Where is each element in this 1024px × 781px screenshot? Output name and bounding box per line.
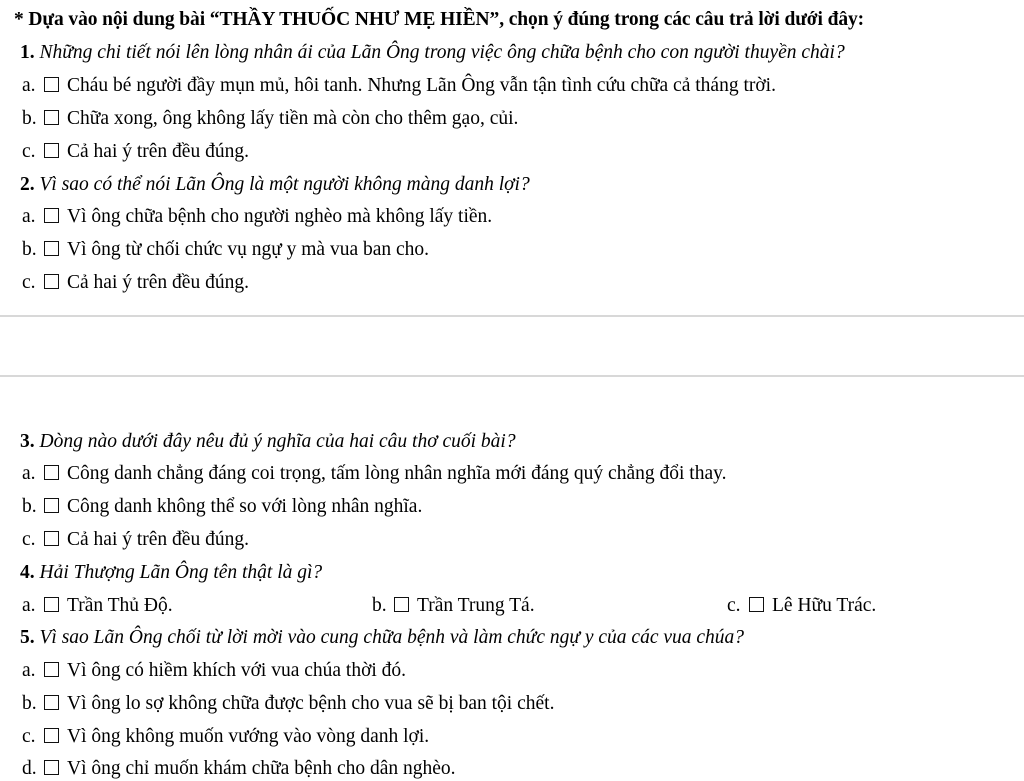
checkbox-icon[interactable] <box>44 531 59 546</box>
option-letter: c. <box>22 271 36 293</box>
question-5-option-b[interactable] <box>0 692 1024 716</box>
question-1-number: 1. <box>20 42 35 64</box>
question-3-option-c[interactable] <box>0 528 1024 552</box>
option-text: Công danh không thể so với lòng nhân nghĩa. <box>67 496 423 518</box>
option-text: Cháu bé người đầy mụn mủ, hôi tanh. Nhưng Lãn Ông vẫn tận tình cứu chữa cả tháng trời. <box>67 75 776 97</box>
question-5-option-a[interactable] <box>0 659 1024 683</box>
question-1-text: Những chi tiết nói lên lòng nhân ái của Lãn Ông trong việc ông chữa bệnh cho con người thuyền chài? <box>39 42 845 64</box>
question-1-option-b[interactable] <box>0 107 1024 131</box>
checkbox-icon[interactable] <box>749 597 764 612</box>
question-5-text: Vì sao Lãn Ông chối từ lời mời vào cung chữa bệnh và làm chức ngự y của các vua chúa? <box>39 627 745 649</box>
checkbox-icon[interactable] <box>44 728 59 743</box>
question-1-option-c[interactable] <box>0 140 1024 164</box>
option-letter: b. <box>22 107 37 129</box>
instruction-line: * Dựa vào nội dung bài “THẦY THUỐC NHƯ MẸ HIỀN”, chọn ý đúng trong các câu trả lời dưới đây: <box>14 9 865 30</box>
option-letter: b. <box>22 496 37 518</box>
checkbox-icon[interactable] <box>44 241 59 256</box>
option-letter: a. <box>22 594 36 616</box>
checkbox-icon[interactable] <box>44 274 59 289</box>
checkbox-icon[interactable] <box>44 695 59 710</box>
option-text: Vì ông có hiềm khích với vua chúa thời đó. <box>67 660 407 682</box>
question-2-option-b[interactable] <box>0 238 1024 262</box>
option-letter: a. <box>22 206 36 228</box>
question-3-number: 3. <box>20 430 35 452</box>
question-4-option-a[interactable] <box>22 594 372 618</box>
checkbox-icon[interactable] <box>44 597 59 612</box>
option-text: Lê Hữu Trác. <box>772 594 877 616</box>
option-text: Vì ông chữa bệnh cho người nghèo mà không lấy tiền. <box>67 206 493 228</box>
question-4 <box>0 561 1024 585</box>
checkbox-icon[interactable] <box>44 208 59 223</box>
option-text: Vì ông từ chối chức vụ ngự y mà vua ban cho. <box>67 239 430 261</box>
option-letter: d. <box>22 758 37 780</box>
question-1 <box>0 41 1024 65</box>
option-letter: c. <box>22 528 36 550</box>
checkbox-icon[interactable] <box>44 498 59 513</box>
question-2 <box>0 173 1024 197</box>
question-2-text: Vì sao có thể nói Lãn Ông là một người không màng danh lợi? <box>39 173 530 195</box>
checkbox-icon[interactable] <box>44 760 59 775</box>
page-break-spacer <box>0 377 1024 421</box>
checkbox-icon[interactable] <box>394 597 409 612</box>
question-3-option-b[interactable] <box>0 495 1024 519</box>
question-3-text: Dòng nào dưới đây nêu đủ ý nghĩa của hai câu thơ cuối bài? <box>39 430 516 452</box>
option-letter: c. <box>22 140 36 162</box>
option-text: Vì ông lo sợ không chữa được bệnh cho vua sẽ bị ban tội chết. <box>67 692 555 714</box>
option-text: Trần Trung Tá. <box>417 594 535 616</box>
option-text: Vì ông không muốn vướng vào vòng danh lợi. <box>67 725 430 747</box>
option-letter: a. <box>22 660 36 682</box>
option-letter: b. <box>22 239 37 261</box>
checkbox-icon[interactable] <box>44 143 59 158</box>
question-4-text: Hải Thượng Lãn Ông tên thật là gì? <box>39 561 323 583</box>
checkbox-icon[interactable] <box>44 662 59 677</box>
option-text: Cả hai ý trên đều đúng. <box>67 528 249 550</box>
checkbox-icon[interactable] <box>44 465 59 480</box>
checkbox-icon[interactable] <box>44 77 59 92</box>
question-4-option-c[interactable] <box>727 594 876 618</box>
option-letter: c. <box>22 725 36 747</box>
option-letter: b. <box>22 692 37 714</box>
question-2-option-c[interactable] <box>0 271 1024 295</box>
page-break-divider <box>0 315 1024 377</box>
option-text: Vì ông chỉ muốn khám chữa bệnh cho dân nghèo. <box>67 758 456 780</box>
question-1-option-a[interactable] <box>0 74 1024 98</box>
question-4-number: 4. <box>20 561 35 583</box>
option-letter: a. <box>22 463 36 485</box>
question-5-option-d[interactable] <box>0 757 1024 781</box>
question-4-option-b[interactable] <box>372 594 727 618</box>
checkbox-icon[interactable] <box>44 110 59 125</box>
option-letter: b. <box>372 594 387 616</box>
question-3-option-a[interactable] <box>0 462 1024 486</box>
question-2-number: 2. <box>20 173 35 195</box>
question-4-options <box>0 594 1024 618</box>
option-text: Trần Thủ Độ. <box>67 594 173 616</box>
option-text: Cả hai ý trên đều đúng. <box>67 140 249 162</box>
option-text: Công danh chẳng đáng coi trọng, tấm lòng nhân nghĩa mới đáng quý chẳng đổi thay. <box>67 463 727 485</box>
question-5-option-c[interactable] <box>0 725 1024 749</box>
question-3 <box>0 430 1024 454</box>
option-letter: a. <box>22 75 36 97</box>
option-text: Chữa xong, ông không lấy tiền mà còn cho thêm gạo, củi. <box>67 107 519 129</box>
question-5 <box>0 626 1024 650</box>
option-letter: c. <box>727 594 741 616</box>
question-5-number: 5. <box>20 627 35 649</box>
question-2-option-a[interactable] <box>0 205 1024 229</box>
option-text: Cả hai ý trên đều đúng. <box>67 271 249 293</box>
